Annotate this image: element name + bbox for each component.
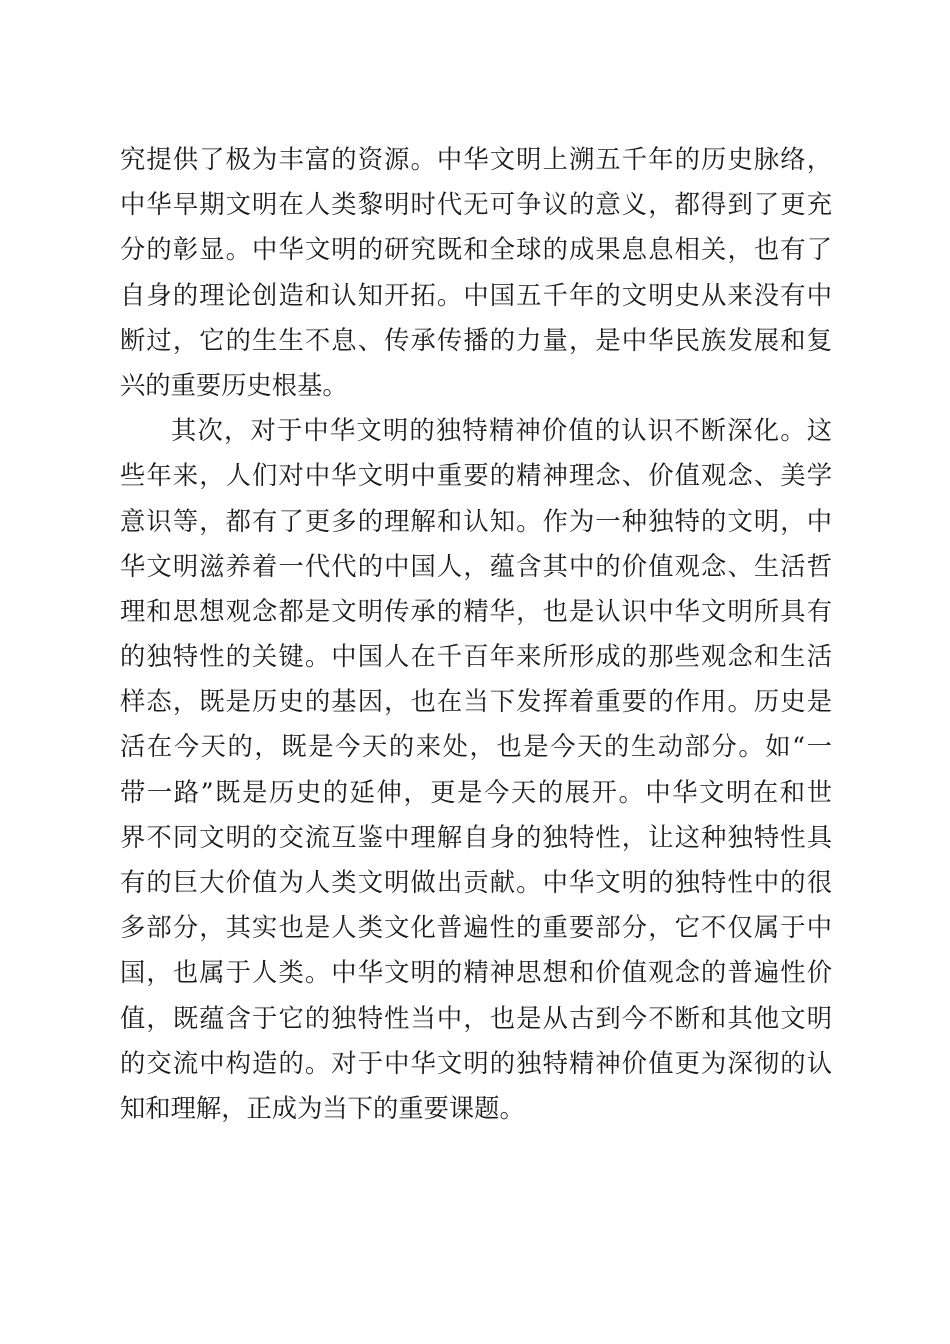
text-line: 其次，对于中华文明的独特精神价值的认识不断深化。这 — [171, 416, 832, 446]
text-line: 带一路”既是历史的延伸，更是今天的展开。中华文明在和世 — [120, 777, 832, 807]
text-line: 知和理解，正成为当下的重要课题。 — [120, 1093, 525, 1123]
text-line: 界不同文明的交流互鉴中理解自身的独特性，让这种独特性具 — [120, 822, 832, 852]
text-line: 中华早期文明在人类黎明时代无可争议的意义，都得到了更充 — [120, 190, 832, 220]
text-line: 究提供了极为丰富的资源。中华文明上溯五千年的历史脉络， — [120, 145, 832, 174]
text-line: 分的彰显。中华文明的研究既和全球的成果息息相关，也有了 — [120, 235, 832, 265]
text-line: 有的巨大价值为人类文明做出贡献。中华文明的独特性中的很 — [120, 868, 832, 897]
text-line: 的交流中构造的。对于中华文明的独特精神价值更为深彻的认 — [120, 1048, 832, 1078]
paragraph-2 — [120, 408, 832, 1131]
text-line: 值，既蕴含于它的独特性当中，也是从古到今不断和其他文明 — [120, 1003, 832, 1033]
text-line: 自身的理论创造和认知开拓。中国五千年的文明史从来没有中 — [120, 280, 832, 310]
text-line: 些年来，人们对中华文明中重要的精神理念、价值观念、美学 — [120, 461, 832, 491]
body-text — [120, 137, 832, 1131]
text-line: 兴的重要历史根基。 — [120, 370, 348, 400]
text-line: 活在今天的，既是今天的来处，也是今天的生动部分。如“一 — [120, 732, 832, 762]
text-line: 的独特性的关键。中国人在千百年来所形成的那些观念和生活 — [120, 642, 832, 672]
text-line: 国，也属于人类。中华文明的精神思想和价值观念的普遍性价 — [120, 958, 832, 988]
text-line: 华文明滋养着一代代的中国人，蕴含其中的价值观念、生活哲 — [120, 551, 832, 581]
paragraph-1 — [120, 137, 832, 408]
text-line: 样态，既是历史的基因，也在当下发挥着重要的作用。历史是 — [120, 687, 832, 717]
text-line: 断过，它的生生不息、传承传播的力量，是中华民族发展和复 — [120, 325, 832, 355]
text-line: 意识等，都有了更多的理解和认知。作为一种独特的文明，中 — [120, 506, 832, 536]
text-line: 理和思想观念都是文明传承的精华，也是认识中华文明所具有 — [120, 596, 832, 626]
text-line: 多部分，其实也是人类文化普遍性的重要部分，它不仅属于中 — [120, 913, 832, 943]
